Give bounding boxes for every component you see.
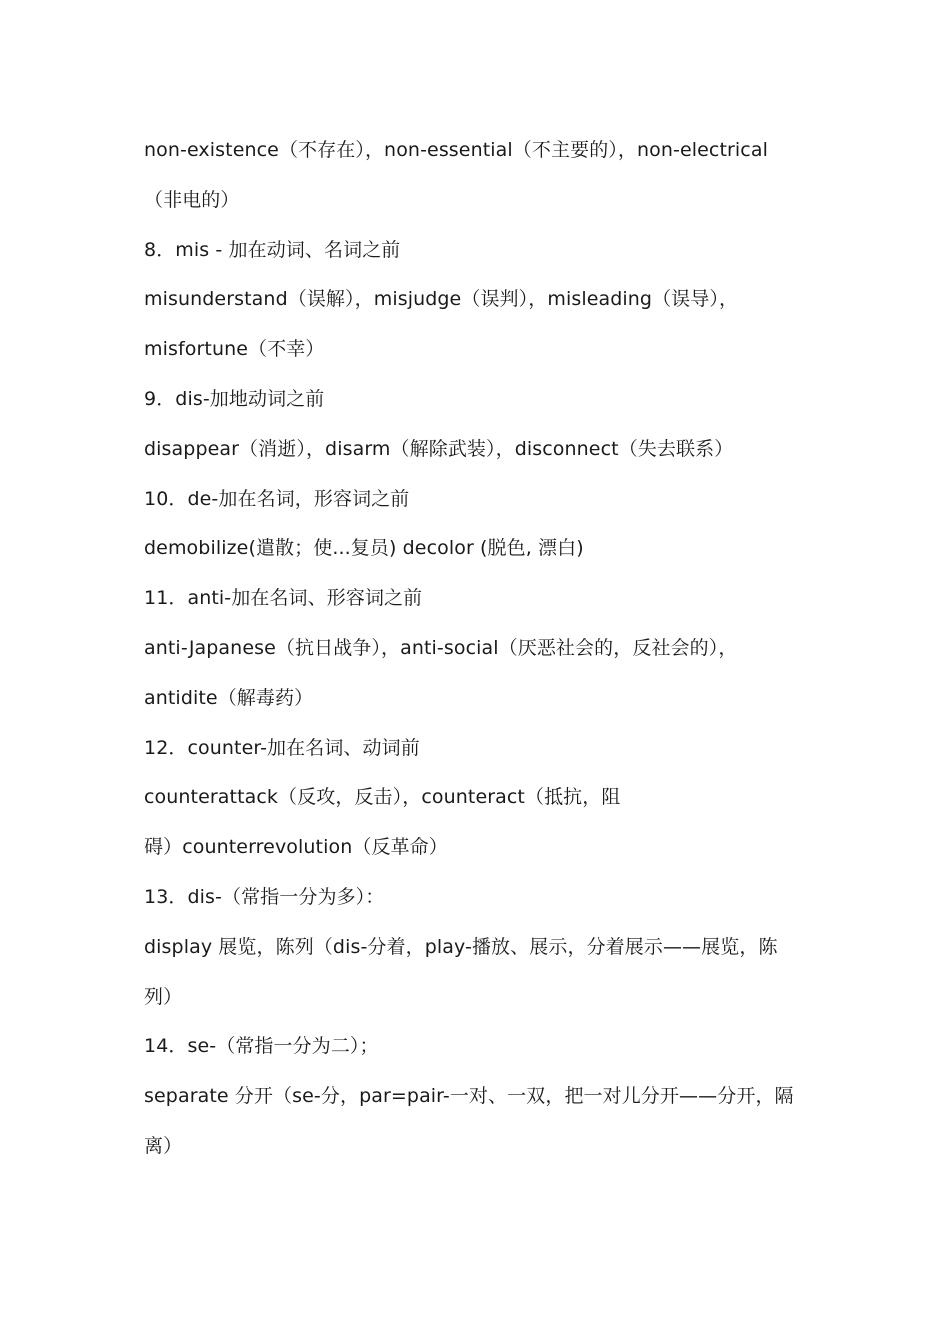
- section-heading: 10．de-加在名词，形容词之前: [144, 487, 410, 510]
- section-heading: 12．counter-加在名词、动词前: [144, 736, 420, 759]
- text-line: disappear（消逝），disarm（解除武装），disconnect（失去联系）: [144, 437, 734, 460]
- section-heading: 14．se-（常指一分为二）；: [144, 1035, 379, 1058]
- text-line: 碍）counterrevolution（反革命）: [144, 836, 448, 859]
- section-heading: 9．dis-加地动词之前: [144, 387, 325, 410]
- text-line: misfortune（不幸）: [144, 338, 325, 361]
- section-heading: 13．dis-（常指一分为多）：: [144, 885, 385, 908]
- text-line: demobilize(遣散；使...复员) decolor (脱色, 漂白): [144, 537, 584, 560]
- text-line: separate 分开（se-分，par=pair-一对、一双，把一对儿分开——分开，隔: [144, 1085, 794, 1108]
- text-line: anti-Japanese（抗日战争），anti-social（厌恶社会的，反社会的），: [144, 636, 738, 659]
- text-line: 列）: [144, 985, 183, 1008]
- document-body: [144, 126, 804, 1172]
- section-heading: 11．anti-加在名词、形容词之前: [144, 587, 423, 610]
- text-line: display 展览，陈列（dis-分着，play-播放、展示，分着展示——展览，陈: [144, 935, 778, 958]
- text-line: 离）: [144, 1134, 183, 1157]
- text-line: counterattack（反攻，反击），counteract（抵抗，阻: [144, 786, 621, 809]
- section-heading: 8．mis - 加在动词、名词之前: [144, 238, 401, 261]
- text-line: antidite（解毒药）: [144, 686, 314, 709]
- text-line: non-existence（不存在），non-essential（不主要的），non-electrical: [144, 139, 768, 161]
- text-line: misunderstand（误解），misjudge（误判），misleading（误导），: [144, 288, 739, 311]
- text-line: （非电的）: [144, 188, 240, 211]
